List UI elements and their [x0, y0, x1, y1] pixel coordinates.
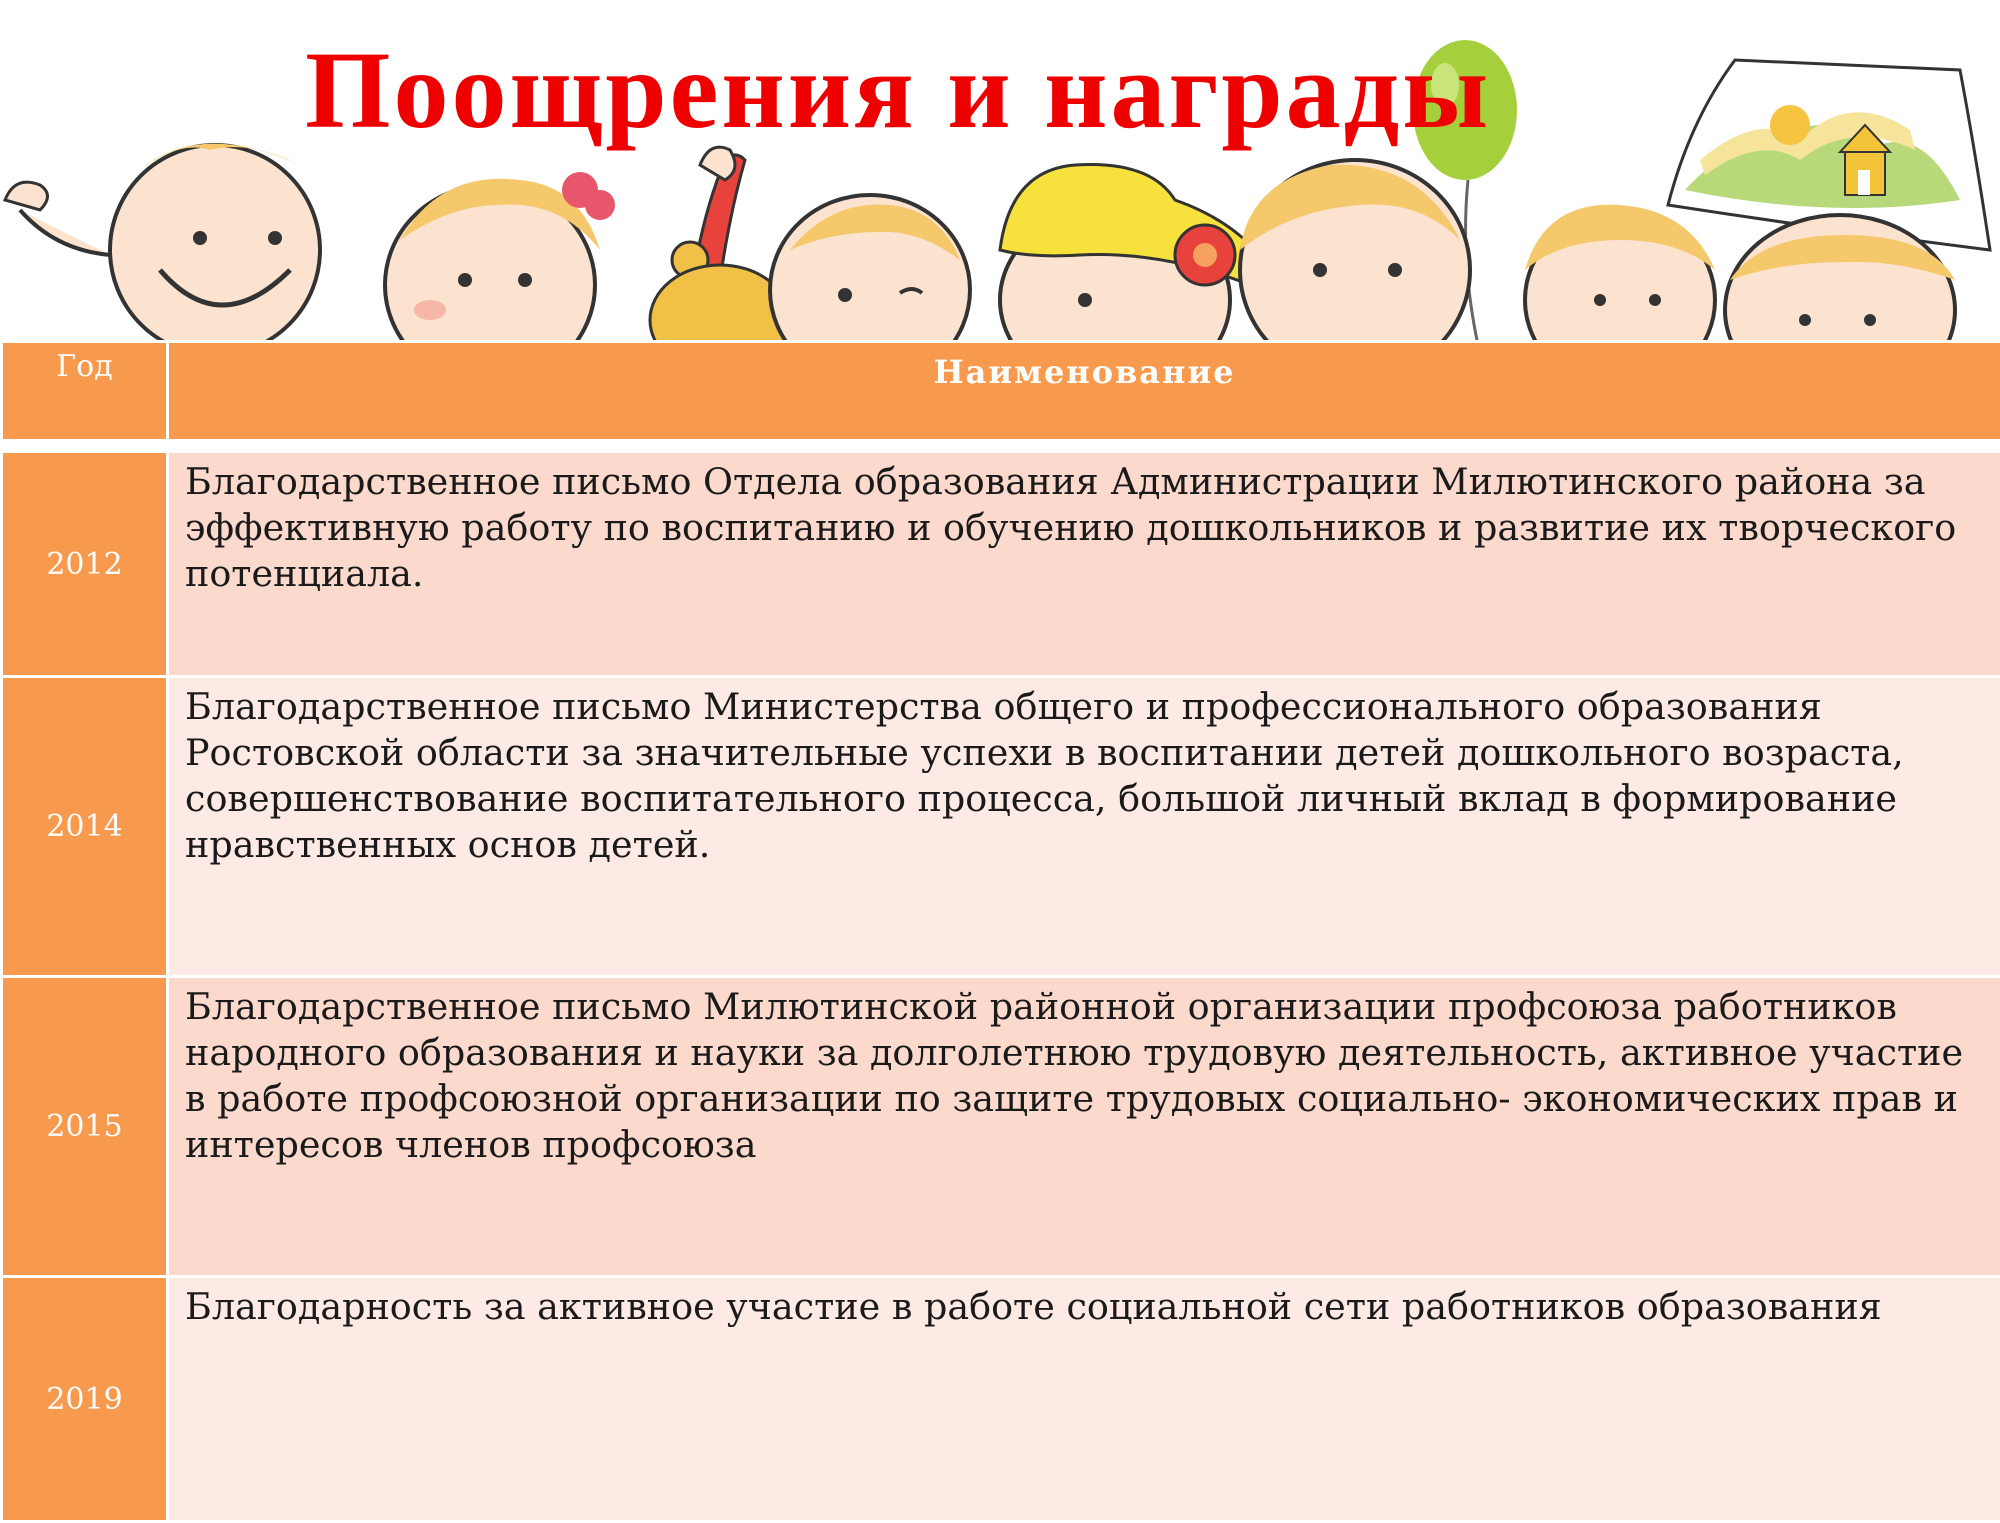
column-header-year: Год [2, 342, 168, 441]
year-cell: 2015 [2, 977, 168, 1277]
award-name-cell: Благодарственное письмо Министерства общего и профессионального образования Ростовской области за значительные успехи в воспитании детей дошкольного возраста, совершенствование воспитательного процесса, большой личный вклад в формирование нравственных основ детей. [168, 677, 2000, 977]
award-name-cell: Благодарность за активное участие в работе социальной сети работников образования [168, 1277, 2000, 1522]
awards-table [0, 340, 2000, 1523]
table-header-row [2, 342, 2000, 441]
table-row [2, 1277, 2000, 1522]
year-cell: 2019 [2, 1277, 168, 1522]
header-gap [2, 441, 2000, 452]
award-name-cell: Благодарственное письмо Милютинской районной организации профсоюза работников народного образования и науки за долголетнюю трудовую деятельность, активное участие в работе профсоюзной организации по защите трудовых социально- экономических прав и интересов членов профсоюза [168, 977, 2000, 1277]
table-row [2, 677, 2000, 977]
page-title: Поощрения и награды [305, 20, 1491, 160]
award-name-cell: Благодарственное письмо Отдела образования Администрации Милютинского района за эффективную работу по воспитанию и обучению дошкольников и развитие их творческого потенциала. [168, 452, 2000, 677]
table-row [2, 977, 2000, 1277]
year-cell: 2014 [2, 677, 168, 977]
year-cell: 2012 [2, 452, 168, 677]
column-header-name: Наименование [168, 342, 2000, 441]
table-row [2, 452, 2000, 677]
